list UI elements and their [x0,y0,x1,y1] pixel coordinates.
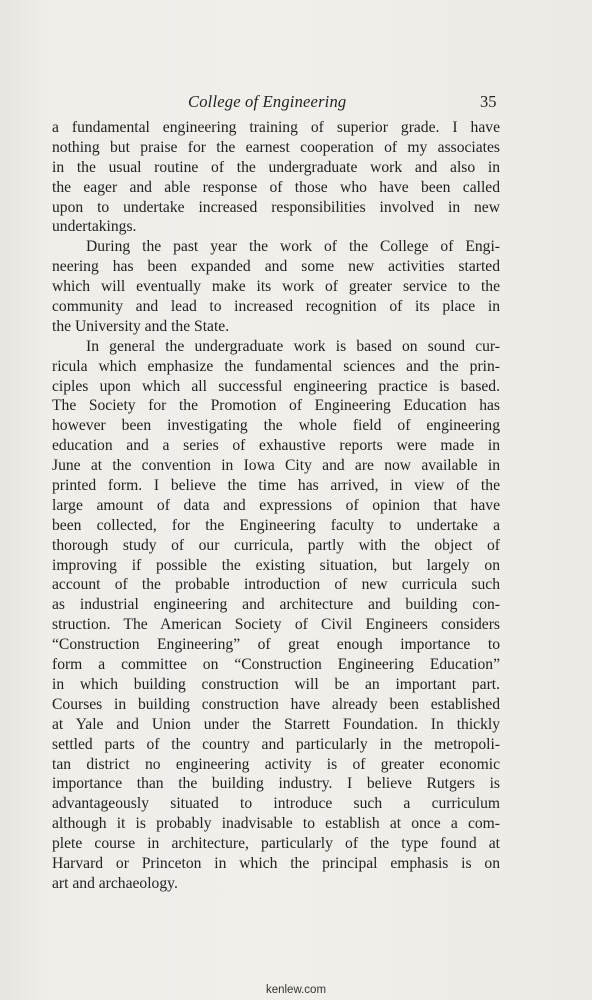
text-line: however been investigating the whole field of engineering [52,417,500,435]
text-line: upon to undertake increased responsibilities involved in new [52,198,500,216]
text-line: June at the convention in Iowa City and are now available in [52,457,500,475]
text-line: a fundamental engineering training of superior grade. I have [52,119,500,136]
text-line: which will eventually make its work of greater service to the [52,278,500,296]
text-line: Harvard or Princeton in which the principal emphasis is on [52,854,500,872]
text-line: Courses in building construction have already been established [52,695,500,713]
text-line: community and lead to increased recognition of its place in [52,298,500,316]
text-line: The Society for the Promotion of Engineering Education has [52,397,500,415]
text-line: plete course in architecture, particularly of the type found at [52,835,500,853]
text-line: art and archaeology. [52,874,178,892]
text-line: printed form. I believe the time has arrived, in view of the [52,477,500,495]
text-line: tan district no engineering activity is of greater economic [52,755,500,773]
text-line: advantageously situated to introduce such a curriculum [52,795,500,813]
text-line: education and a series of exhaustive reports were made in [52,437,500,455]
text-line: In general the undergraduate work is based on sound cur- [86,337,500,355]
text-line: undertakings. [52,218,137,236]
text-line: been collected, for the Engineering faculty to undertake a [52,516,500,534]
text-line: settled parts of the country and particularly in the metropoli- [52,735,500,753]
text-line: at Yale and Union under the Starrett Foundation. In thickly [52,715,500,733]
text-line: During the past year the work of the College of Engi- [86,238,500,256]
watermark: kenlew.com [265,984,327,996]
text-line: account of the probable introduction of new curricula such [52,576,500,594]
text-line: struction. The American Society of Civil Engineers considers [52,616,500,634]
text-line: as industrial engineering and architecture and building con- [52,596,500,614]
text-line: importance than the building industry. I believe Rutgers is [52,775,500,793]
text-line: improving if possible the existing situation, but largely on [52,556,500,574]
running-title: College of Engineering [188,92,347,111]
text-line: although it is probably inadvisable to establish at once a com- [52,815,500,833]
text-line: thorough study of our curricula, partly with the object of [52,536,500,554]
text-line: the eager and able response of those who have been called [52,178,500,196]
body-text [52,118,500,894]
text-line: the University and the State. [52,317,230,335]
text-line: ciples upon which all successful engineering practice is based. [52,377,500,395]
text-line: in which building construction will be an important part. [52,675,500,693]
text-line: in the usual routine of the undergraduate work and also in [52,158,500,176]
text-line: nothing but praise for the earnest cooperation of my associates [52,138,500,156]
text-line: form a committee on “Construction Engineering Education” [52,656,500,674]
text-line: “Construction Engineering” of great enough importance to [52,636,500,654]
text-line: neering has been expanded and some new activities started [52,258,500,276]
text-line: large amount of data and expressions of opinion that have [52,496,500,514]
page-number: 35 [480,92,497,111]
text-line: ricula which emphasize the fundamental sciences and the prin- [52,357,500,375]
